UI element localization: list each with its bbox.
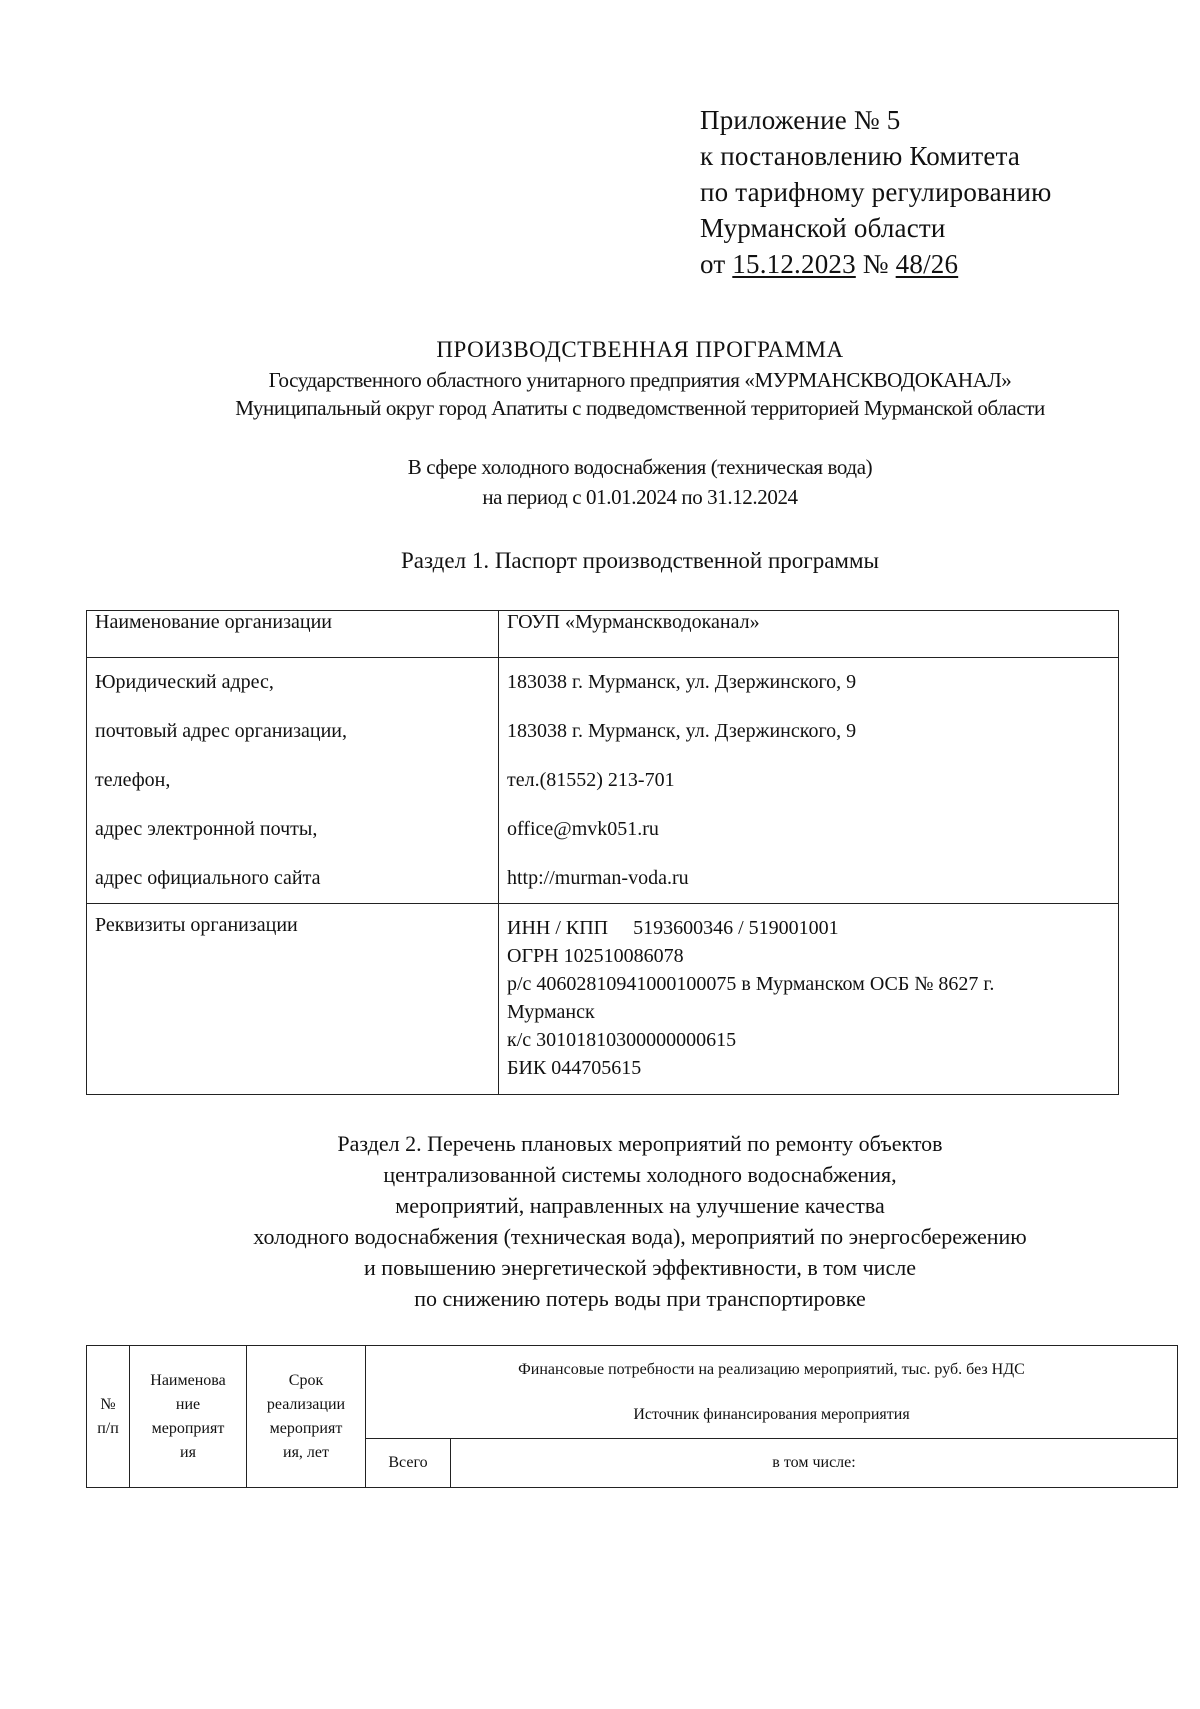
section2-heading-line: Раздел 2. Перечень плановых мероприятий по ремонту объектов <box>337 1131 943 1156</box>
address-value: office@mvk051.ru <box>507 818 659 840</box>
plan-table <box>86 1345 1178 1488</box>
address-label: телефон, <box>95 769 171 791</box>
appendix-line: Приложение № 5 <box>700 105 901 135</box>
col-header-financing <box>366 1346 1178 1439</box>
appendix-date-line <box>700 246 1051 282</box>
financing-source-label: Источник финансирования мероприятия <box>633 1406 910 1423</box>
table-row <box>87 1346 1178 1439</box>
org-name-value: ГОУП «Мурманскводоканал» <box>499 611 1119 658</box>
requisites-values-cell <box>499 904 1119 1095</box>
resolution-number: 48/26 <box>895 249 959 279</box>
date-prefix: от <box>700 249 726 279</box>
address-value: тел.(81552) 213-701 <box>507 769 675 791</box>
org-name-label: Наименование организации <box>87 611 499 658</box>
header-text: ия <box>180 1443 196 1461</box>
requisites-value: Мурманск <box>507 1001 595 1023</box>
program-title <box>150 336 1130 422</box>
table-row <box>87 611 1119 658</box>
section2-heading-line: по снижению потерь воды при транспортировке <box>414 1286 866 1311</box>
address-label: Юридический адрес, <box>95 671 274 693</box>
requisites-value: БИК 044705615 <box>507 1057 642 1079</box>
passport-table <box>86 610 1119 1095</box>
address-value: 183038 г. Мурманск, ул. Дзержинского, 9 <box>507 720 857 742</box>
section2-heading-line: холодного водоснабжения (техническая вода), мероприятий по энергосбережению <box>253 1224 1027 1249</box>
col-header-name <box>130 1346 247 1488</box>
program-title-org: Государственного областного унитарного предприятия «МУРМАНСКВОДОКАНАЛ» <box>268 368 1012 392</box>
header-text: Наименова <box>150 1371 226 1389</box>
program-title-territory: Муниципальный округ город Апатиты с подведомственной территорией Мурманской области <box>235 396 1045 420</box>
address-label: адрес официального сайта <box>95 867 321 889</box>
header-text: мероприят <box>269 1419 343 1437</box>
section2-heading-line: и повышению энергетической эффективности, в том числе <box>364 1255 916 1280</box>
address-value: http://murman-voda.ru <box>507 867 689 889</box>
section1-heading: Раздел 1. Паспорт производственной программы <box>401 548 879 573</box>
table-row <box>87 658 1119 904</box>
program-title-main: ПРОИЗВОДСТВЕННАЯ ПРОГРАММА <box>436 337 844 362</box>
col-header-including: в том числе: <box>451 1439 1178 1488</box>
program-scope <box>250 452 1030 512</box>
table-row <box>87 904 1119 1095</box>
address-label: почтовый адрес организации, <box>95 720 347 742</box>
appendix-line: к постановлению Комитета <box>700 141 1021 171</box>
requisites-value: к/с 30101810300000000615 <box>507 1029 737 1051</box>
requisites-value: р/с 40602810941000100075 в Мурманском ОСБ № 8627 г. <box>507 973 995 995</box>
header-text: реализации <box>266 1395 346 1413</box>
requisites-label: Реквизиты организации <box>87 904 499 1095</box>
header-text: п/п <box>97 1419 119 1437</box>
header-text: мероприят <box>151 1419 225 1437</box>
address-label: адрес электронной почты, <box>95 818 318 840</box>
section2-heading <box>150 1128 1130 1314</box>
scope-period: на период с 01.01.2024 по 31.12.2024 <box>482 485 798 509</box>
col-header-total: Всего <box>366 1439 451 1488</box>
scope-sphere: В сфере холодного водоснабжения (техническая вода) <box>407 455 873 479</box>
address-values-cell <box>499 658 1119 904</box>
appendix-block <box>700 102 1051 282</box>
resolution-date: 15.12.2023 <box>732 249 856 279</box>
appendix-line: по тарифному регулированию <box>700 177 1052 207</box>
appendix-line: Мурманской области <box>700 213 946 243</box>
section2-heading-line: мероприятий, направленных на улучшение качества <box>395 1193 885 1218</box>
address-value: 183038 г. Мурманск, ул. Дзержинского, 9 <box>507 671 857 693</box>
col-header-term <box>247 1346 366 1488</box>
number-prefix: № <box>862 249 889 279</box>
requisites-value: ИНН / КПП 5193600346 / 519001001 <box>507 917 839 939</box>
address-labels-cell <box>87 658 499 904</box>
header-text: ия, лет <box>283 1443 329 1461</box>
header-text: № <box>100 1395 116 1413</box>
financial-needs-label: Финансовые потребности на реализацию мероприятий, тыс. руб. без НДС <box>518 1361 1025 1378</box>
section2-heading-line: централизованной системы холодного водоснабжения, <box>383 1162 897 1187</box>
col-header-number <box>87 1346 130 1488</box>
requisites-value: ОГРН 102510086078 <box>507 945 684 967</box>
header-text: Срок <box>288 1371 324 1389</box>
header-text: ние <box>175 1395 201 1413</box>
